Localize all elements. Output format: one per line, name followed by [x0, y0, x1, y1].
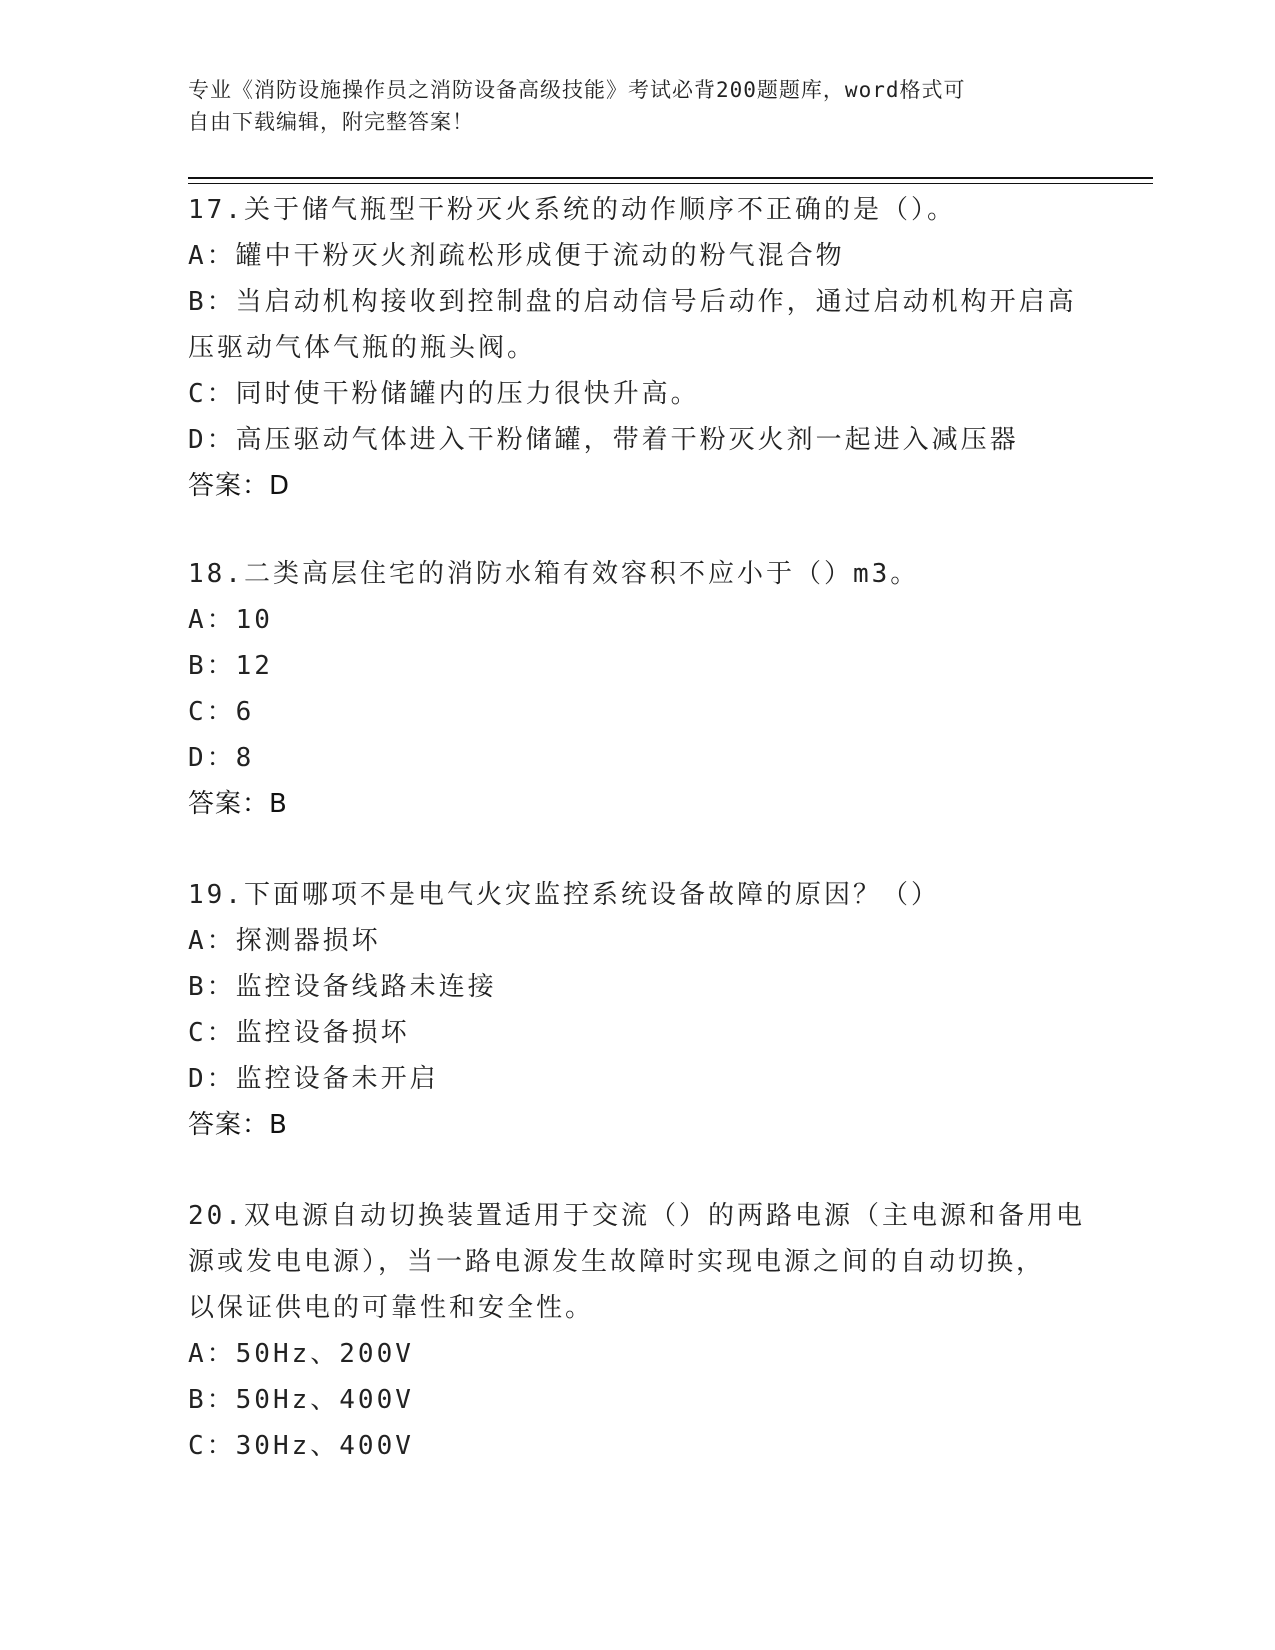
option-b: B：12 — [188, 651, 273, 681]
header-divider-thin — [188, 183, 1153, 184]
question-stem-continued: 源或发电电源），当一路电源发生故障时实现电源之间的自动切换， — [188, 1247, 1046, 1277]
option-b: B：监控设备线路未连接 — [188, 972, 497, 1002]
option-a: A：10 — [188, 605, 273, 635]
option-c: C：监控设备损坏 — [188, 1018, 410, 1048]
option-d: D：8 — [188, 743, 255, 773]
answer-label: 答案：D — [188, 471, 291, 501]
question-stem: 20.双电源自动切换装置适用于交流（）的两路电源（主电源和备用电 — [188, 1201, 1085, 1231]
question-stem-continued: 以保证供电的可靠性和安全性。 — [188, 1293, 595, 1323]
question-17 — [188, 187, 1088, 509]
option-c: C：30Hz、400V — [188, 1431, 414, 1461]
option-c: C：6 — [188, 697, 255, 727]
header-line-2: 自由下载编辑，附完整答案！ — [188, 110, 474, 134]
option-a: A：探测器损坏 — [188, 926, 381, 956]
header-line-1: 专业《消防设施操作员之消防设备高级技能》考试必背200题题库，word格式可 — [188, 78, 966, 102]
question-stem: 18.二类高层住宅的消防水箱有效容积不应小于（）m3。 — [188, 559, 920, 589]
question-20 — [188, 1193, 1088, 1469]
option-b-continued: 压驱动气体气瓶的瓶头阀。 — [188, 333, 537, 363]
option-a: A：罐中干粉灭火剂疏松形成便于流动的粉气混合物 — [188, 241, 845, 271]
option-a: A：50Hz、200V — [188, 1339, 414, 1369]
option-d: D：高压驱动气体进入干粉储罐，带着干粉灭火剂一起进入减压器 — [188, 425, 1019, 455]
option-b: B：当启动机构接收到控制盘的启动信号后动作，通过启动机构开启高 — [188, 287, 1077, 317]
header-divider-thick — [188, 177, 1153, 179]
question-stem: 19.下面哪项不是电气火灾监控系统设备故障的原因？（） — [188, 880, 940, 910]
question-19 — [188, 872, 1088, 1148]
answer-label: 答案：B — [188, 1110, 288, 1140]
answer-label: 答案：B — [188, 789, 288, 819]
option-d: D：监控设备未开启 — [188, 1064, 439, 1094]
option-b: B：50Hz、400V — [188, 1385, 414, 1415]
document-header — [188, 74, 1068, 138]
question-stem: 17.关于储气瓶型干粉灭火系统的动作顺序不正确的是（）。 — [188, 195, 956, 225]
option-c: C：同时使干粉储罐内的压力很快升高。 — [188, 379, 700, 409]
question-18 — [188, 551, 1088, 827]
